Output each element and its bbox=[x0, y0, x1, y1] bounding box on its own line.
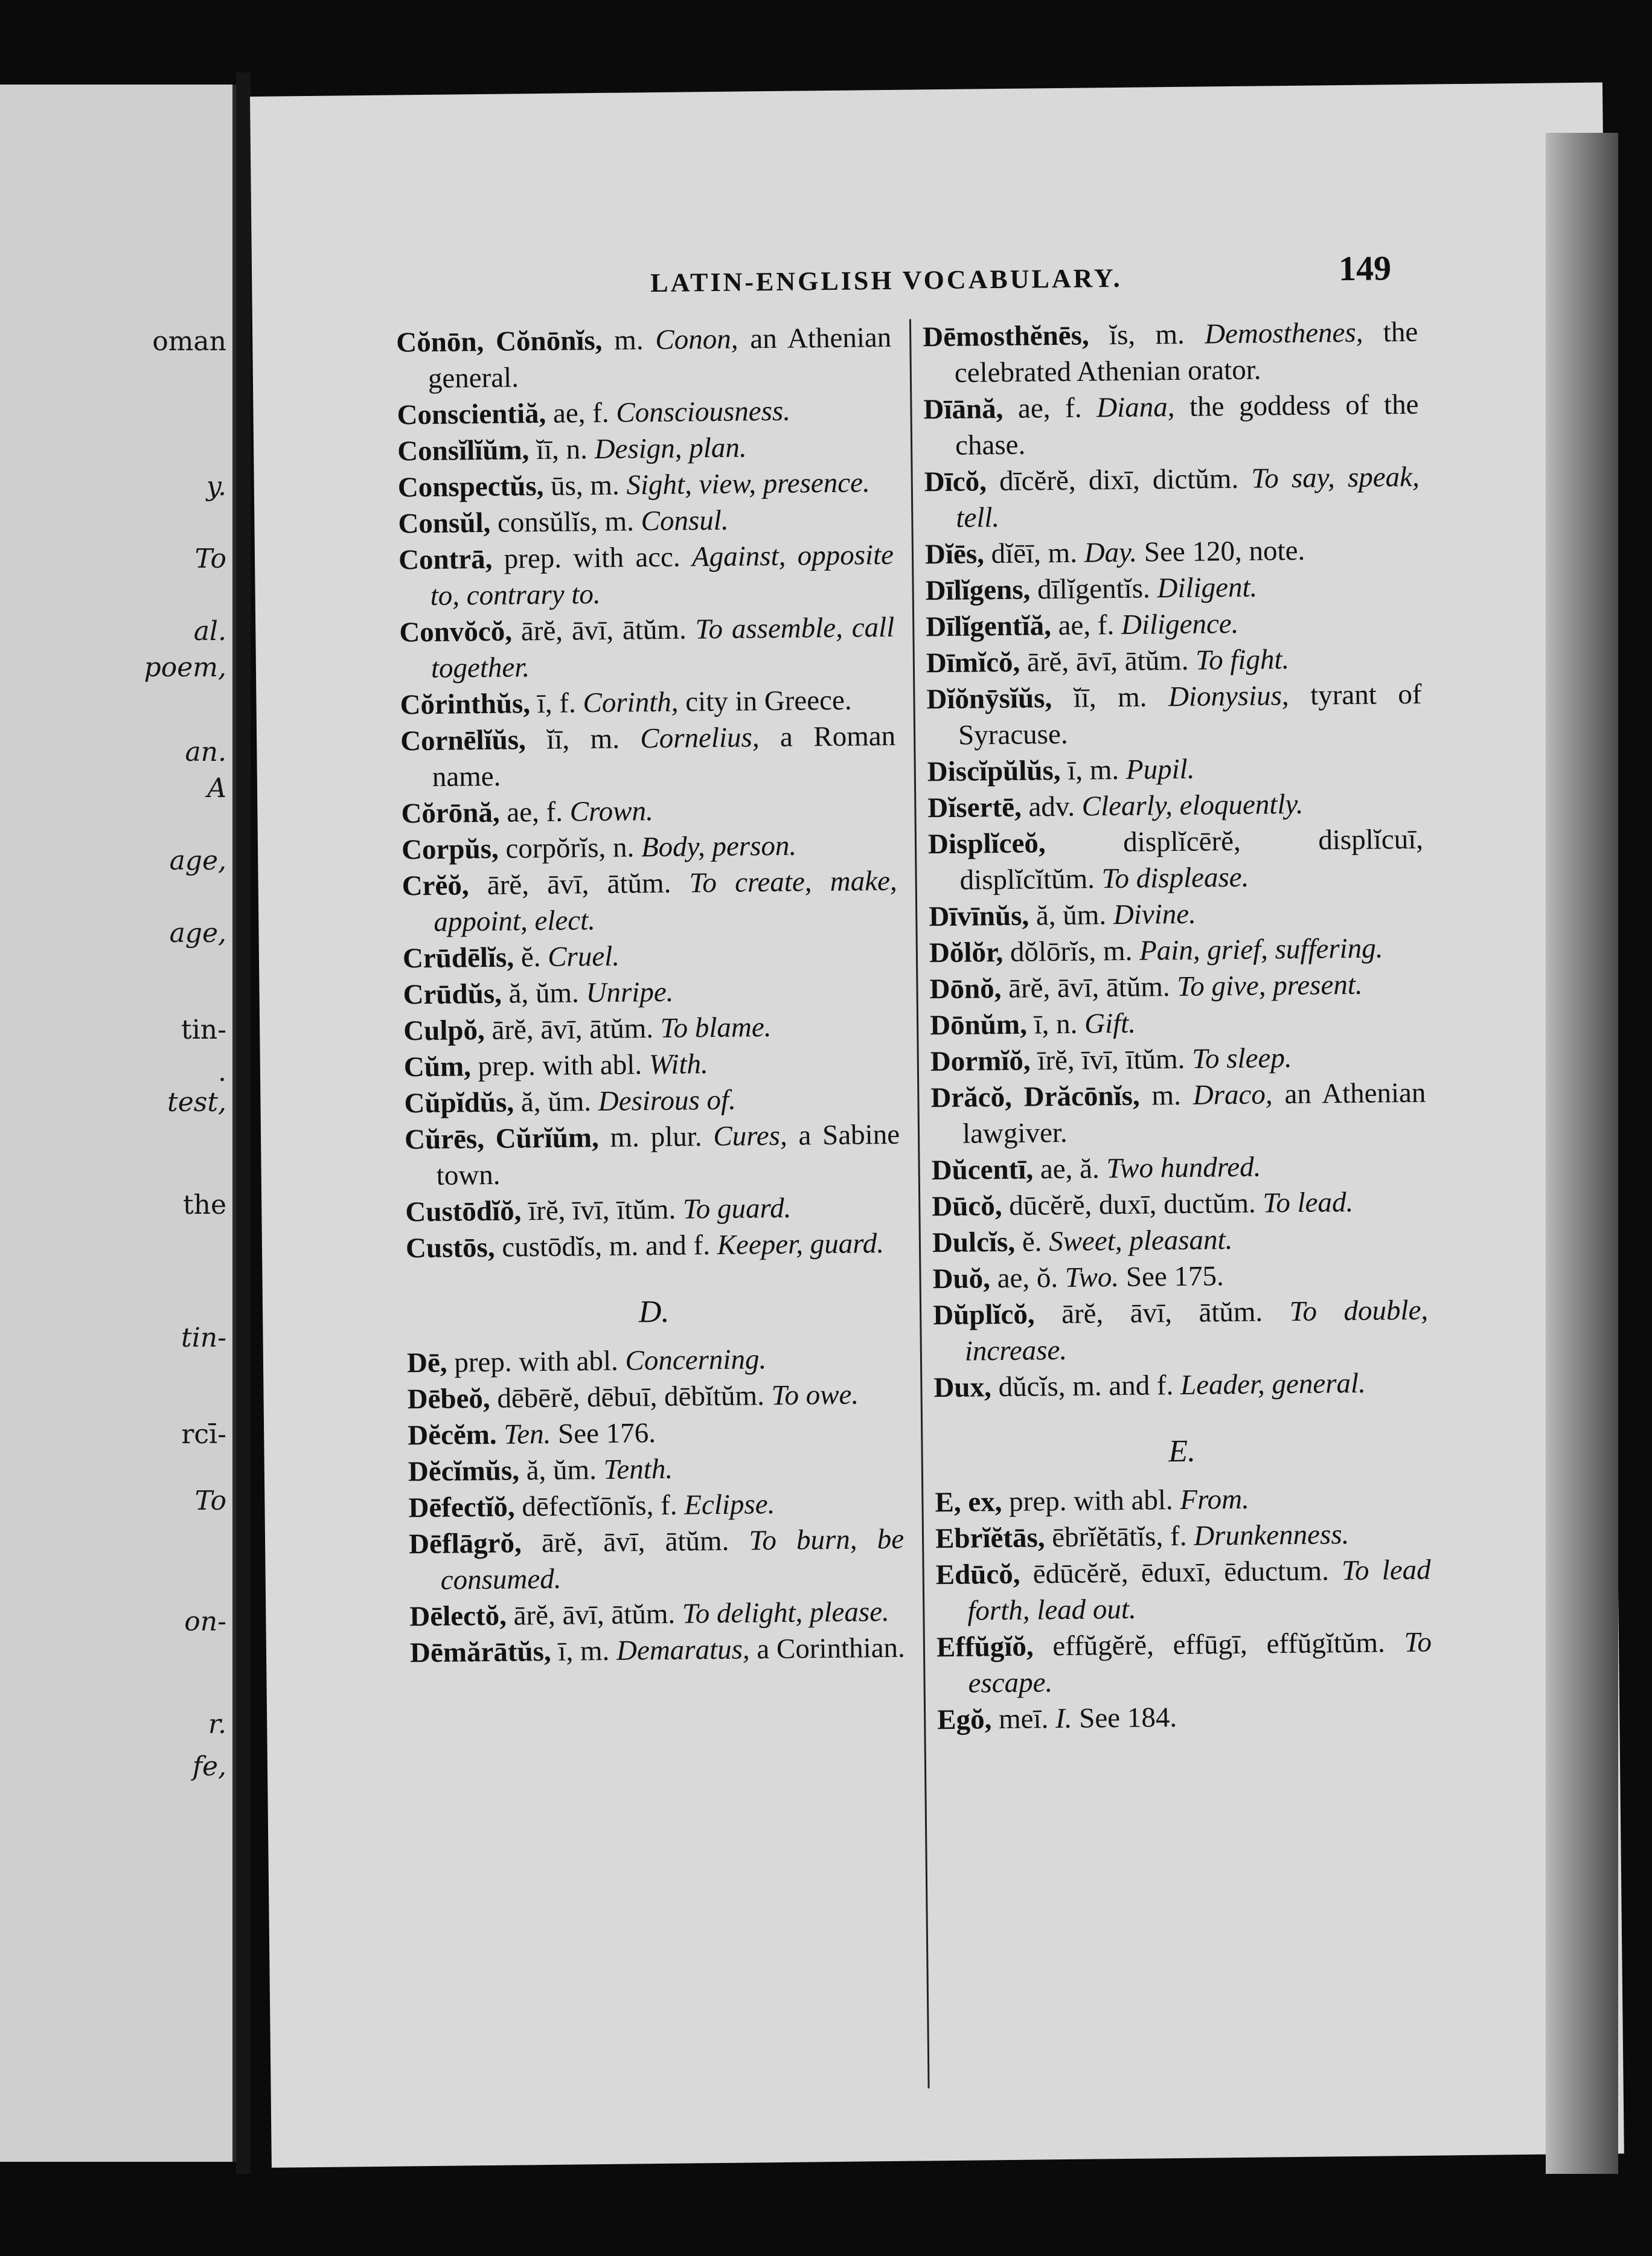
entry-headword: Dĭŏnȳsĭŭs, bbox=[926, 682, 1052, 716]
entry-definition: Cures, bbox=[713, 1120, 787, 1153]
entry-headword: Dōnŏ, bbox=[929, 973, 1002, 1005]
page-number: 149 bbox=[1338, 248, 1392, 289]
vocabulary-entry bbox=[932, 1184, 1427, 1225]
entry-headword: Duŏ, bbox=[932, 1263, 991, 1295]
vocabulary-entry bbox=[402, 863, 897, 941]
vocabulary-entry bbox=[926, 604, 1421, 646]
cut-off-text-fragment: poem, bbox=[144, 652, 226, 683]
entry-headword: Dulcĭs, bbox=[932, 1226, 1016, 1259]
entry-headword: Cŭpĭdŭs, bbox=[404, 1086, 514, 1120]
entry-grammar: consŭlĭs, m. bbox=[490, 505, 641, 539]
entry-grammar: ārĕ, āvī, ātŭm. bbox=[1034, 1296, 1290, 1330]
entry-definition: Ten. bbox=[504, 1418, 551, 1450]
entry-definition: Diana, bbox=[1096, 391, 1175, 424]
entry-headword: Cŏrinthŭs, bbox=[400, 688, 531, 721]
entry-definition: To create, make, appoint, elect. bbox=[434, 865, 897, 938]
entry-grammar: ī, n. bbox=[1026, 1008, 1085, 1040]
vocabulary-entry bbox=[409, 1521, 904, 1599]
vocabulary-entry bbox=[410, 1630, 906, 1671]
vocabulary-entry bbox=[403, 935, 898, 977]
entry-headword: Dĕcĕm. bbox=[407, 1418, 497, 1452]
entry-definition: Two hundred. bbox=[1106, 1151, 1261, 1185]
entry-headword: Consĭlĭŭm, bbox=[397, 434, 530, 467]
cut-off-text-fragment: test, bbox=[167, 1087, 226, 1118]
vocabulary-entry bbox=[399, 537, 894, 615]
entry-definition: Keeper, guard. bbox=[717, 1228, 885, 1261]
entry-definition: Sweet, pleasant. bbox=[1048, 1224, 1233, 1258]
entry-headword: Dūcŏ, bbox=[932, 1190, 1002, 1223]
entry-definition: To sleep. bbox=[1191, 1042, 1292, 1075]
vocabulary-entry bbox=[397, 392, 892, 434]
entry-grammar: ae, ŏ. bbox=[990, 1261, 1066, 1295]
entry-headword: Convŏcŏ, bbox=[399, 615, 513, 649]
entry-grammar: prep. with abl. bbox=[470, 1049, 650, 1083]
entry-headword: Dōnŭm, bbox=[929, 1008, 1028, 1042]
cut-off-text-fragment: age, bbox=[169, 918, 226, 949]
entry-grammar: corpŏrĭs, n. bbox=[498, 832, 642, 865]
vocabulary-entry bbox=[935, 1516, 1431, 1557]
entry-grammar: prep. with abl. bbox=[447, 1345, 626, 1379]
entry-headword: Contrā, bbox=[398, 543, 493, 576]
vocabulary-entry bbox=[397, 428, 893, 470]
entry-headword: Dēmosthĕnēs, bbox=[922, 319, 1089, 353]
entry-definition: Body, person. bbox=[641, 830, 797, 864]
entry-grammar: ae, f. bbox=[1003, 392, 1097, 425]
cut-off-text-fragment: al. bbox=[193, 616, 226, 647]
entry-headword: Consŭl, bbox=[398, 507, 491, 540]
entry-definition: Dionysius, bbox=[1168, 680, 1289, 713]
entry-grammar: ēbrĭĕtātĭs, f. bbox=[1045, 1520, 1194, 1554]
entry-headword: Dŭplĭcŏ, bbox=[932, 1298, 1035, 1331]
vocabulary-entry bbox=[405, 1189, 901, 1231]
entry-grammar: ēdūcĕrĕ, ēduxī, ēductum. bbox=[1020, 1555, 1342, 1590]
entry-headword: Conspectŭs, bbox=[397, 470, 544, 504]
entry-grammar: effŭgĕrĕ, effūgī, effŭgĭtŭm. bbox=[1033, 1627, 1404, 1662]
vocabulary-entry bbox=[931, 1147, 1427, 1189]
entry-headword: Dĕcĭmŭs, bbox=[408, 1455, 520, 1488]
entry-headword: Cornēlĭŭs, bbox=[400, 724, 527, 757]
entry-definition: Desirous of. bbox=[598, 1084, 737, 1118]
vocabulary-entry bbox=[407, 1340, 903, 1382]
entry-grammar: īrĕ, īvī, ītŭm. bbox=[521, 1193, 684, 1227]
entry-grammar: custōdĭs, m. and f. bbox=[495, 1229, 717, 1263]
cut-off-text-fragment: y. bbox=[206, 471, 226, 502]
entry-definition: To escape. bbox=[968, 1626, 1432, 1699]
entry-headword: Dormĭŏ, bbox=[930, 1045, 1031, 1078]
entry-definition: To burn, be consumed. bbox=[440, 1523, 904, 1596]
vocabulary-entry bbox=[408, 1449, 904, 1490]
vocabulary-entry bbox=[937, 1697, 1433, 1738]
vocabulary-entry bbox=[396, 319, 892, 397]
entry-headword: Crĕŏ, bbox=[402, 870, 469, 902]
entry-headword: Cŭrēs, Cŭrĭŭm, bbox=[404, 1122, 600, 1156]
cut-off-text-fragment: an. bbox=[185, 737, 226, 767]
cut-off-text-fragment: rcī- bbox=[181, 1419, 226, 1450]
entry-definition: Design, plan. bbox=[594, 432, 747, 466]
entry-note: See 176. bbox=[551, 1417, 656, 1450]
entry-note: city in Greece. bbox=[678, 684, 852, 718]
entry-definition: Pain, grief, suffering. bbox=[1139, 932, 1383, 967]
vocabulary-entry bbox=[408, 1412, 903, 1454]
entry-headword: Crūdŭs, bbox=[403, 978, 502, 1011]
entry-note: the celebrated Athenian orator. bbox=[954, 316, 1418, 389]
vocabulary-entry bbox=[405, 1117, 900, 1194]
vocabulary-entry bbox=[929, 966, 1425, 1008]
vocabulary-entry bbox=[927, 785, 1423, 827]
vocabulary-entry bbox=[925, 568, 1421, 609]
cut-off-text-fragment: fe, bbox=[192, 1751, 226, 1782]
entry-grammar: ĕ. bbox=[1014, 1226, 1049, 1258]
entry-note: See 120, note. bbox=[1136, 534, 1305, 568]
vocabulary-entry bbox=[401, 790, 897, 832]
page-edge-shadow bbox=[1546, 133, 1618, 2174]
entry-definition: Drunkenness. bbox=[1193, 1519, 1349, 1552]
entry-grammar: ūs, m. bbox=[543, 469, 627, 502]
entry-definition: To blame. bbox=[660, 1011, 772, 1044]
entry-headword: Cŏnōn, Cŏnōnĭs, bbox=[396, 324, 603, 359]
entry-definition: Sight, view, presence. bbox=[626, 467, 871, 501]
entry-definition: Unripe. bbox=[586, 976, 674, 1009]
vocabulary-entry bbox=[403, 1008, 899, 1049]
vocabulary-entry bbox=[398, 501, 894, 542]
entry-grammar: m. plur. bbox=[598, 1121, 714, 1154]
entry-definition: To owe. bbox=[771, 1379, 859, 1412]
entry-definition: Cruel. bbox=[547, 940, 620, 973]
cut-off-text-fragment: r. bbox=[208, 1709, 226, 1740]
vocabulary-entry bbox=[936, 1624, 1432, 1702]
entry-headword: Culpŏ, bbox=[403, 1014, 485, 1047]
entry-note: a Corinthian. bbox=[749, 1632, 906, 1665]
entry-grammar: ae, f. bbox=[499, 796, 571, 828]
entry-grammar: dŭcĭs, m. and f. bbox=[991, 1369, 1181, 1403]
entry-definition: Leader, general. bbox=[1180, 1367, 1366, 1401]
entry-grammar: adv. bbox=[1021, 790, 1083, 823]
entry-definition: Conon, bbox=[655, 323, 738, 356]
entry-grammar: ă, ŭm. bbox=[1028, 899, 1114, 932]
entry-headword: Dē, bbox=[406, 1347, 447, 1379]
vocabulary-entry bbox=[933, 1292, 1429, 1370]
entry-definition: Two. bbox=[1065, 1261, 1119, 1293]
entry-grammar: ī, m. bbox=[1060, 754, 1127, 787]
entry-headword: Egŏ, bbox=[936, 1703, 992, 1736]
cut-off-text-fragment: oman bbox=[152, 326, 226, 357]
entry-grammar: prep. with acc. bbox=[492, 541, 693, 575]
entry-grammar: ae, f. bbox=[1051, 609, 1122, 642]
vocabulary-entry bbox=[408, 1485, 904, 1527]
entry-headword: Dīlĭgens, bbox=[925, 574, 1031, 607]
entry-headword: Dux, bbox=[933, 1371, 992, 1404]
vocabulary-entry bbox=[932, 1220, 1428, 1261]
entry-grammar: ārĕ, āvī, ātŭm. bbox=[1019, 644, 1196, 678]
vocabulary-entry bbox=[399, 609, 895, 687]
cut-off-text-fragment: tin- bbox=[181, 1014, 226, 1045]
entry-definition: Corinth, bbox=[583, 686, 679, 719]
entry-grammar: ae, ă. bbox=[1032, 1153, 1107, 1185]
vocabulary-entry bbox=[930, 1002, 1426, 1044]
cut-off-text-fragment: . bbox=[218, 1057, 226, 1088]
entry-note: an Athenian general. bbox=[427, 321, 892, 394]
vocabulary-entry bbox=[402, 827, 897, 868]
entry-definition: Clearly, eloquently. bbox=[1081, 788, 1304, 822]
entry-note: a Sabine town. bbox=[436, 1118, 900, 1191]
entry-grammar: dĭēī, m. bbox=[984, 537, 1084, 570]
entry-headword: Effŭgĭŏ, bbox=[936, 1630, 1034, 1664]
section-letter-heading: E. bbox=[1168, 1434, 1196, 1469]
vocabulary-entry bbox=[923, 314, 1418, 392]
cut-off-text-fragment: A bbox=[207, 773, 226, 804]
entry-grammar: ārĕ, āvī, ātŭm. bbox=[469, 867, 690, 902]
vocabulary-entry bbox=[924, 459, 1420, 537]
vocabulary-entry bbox=[927, 749, 1423, 790]
vocabulary-entry bbox=[935, 1552, 1431, 1630]
section-letter-heading: D. bbox=[638, 1294, 670, 1330]
vocabulary-entry bbox=[929, 894, 1424, 935]
entry-headword: Dīlĭgentĭă, bbox=[925, 610, 1052, 643]
vocabulary-entry bbox=[406, 1225, 901, 1267]
entry-note: See 175. bbox=[1118, 1260, 1225, 1293]
entry-headword: Dīmĭcŏ, bbox=[926, 646, 1020, 679]
entry-definition: To displease. bbox=[1101, 861, 1249, 895]
entry-note: the goddess of the chase. bbox=[955, 388, 1419, 461]
vocabulary-entry bbox=[926, 640, 1422, 682]
book-gutter bbox=[236, 72, 251, 2174]
entry-grammar: ă, ŭm. bbox=[519, 1453, 604, 1487]
cut-off-text-fragment: the bbox=[182, 1190, 226, 1220]
entry-headword: Dīvīnŭs, bbox=[929, 900, 1029, 933]
vocabulary-entry bbox=[404, 1044, 900, 1086]
entry-grammar: dīlĭgentĭs. bbox=[1030, 572, 1157, 606]
running-header: LATIN-ENGLISH VOCABULARY. bbox=[650, 263, 1122, 298]
vocabulary-entry bbox=[409, 1594, 905, 1635]
entry-headword: Dĭsertē, bbox=[927, 791, 1022, 824]
entry-grammar: ī, m. bbox=[551, 1635, 617, 1667]
entry-headword: Displĭceŏ, bbox=[927, 827, 1046, 860]
entry-grammar: ārĕ, āvī, ātŭm. bbox=[511, 614, 696, 647]
entry-headword: Dŭcentī, bbox=[931, 1153, 1034, 1187]
entry-grammar: ă, ŭm. bbox=[513, 1086, 599, 1118]
entry-note: an Athenian lawgiver. bbox=[962, 1077, 1426, 1150]
entry-grammar bbox=[496, 1419, 504, 1450]
entry-definition: Crown. bbox=[569, 795, 654, 828]
entry-definition: Cornelius, bbox=[640, 722, 760, 755]
vocabulary-entry bbox=[933, 1365, 1429, 1406]
entry-note: See 184. bbox=[1072, 1702, 1177, 1734]
vocabulary-entry bbox=[403, 972, 898, 1013]
entry-definition: Gift. bbox=[1084, 1007, 1136, 1040]
entry-grammar: ĭī, m. bbox=[1051, 681, 1169, 714]
entry-headword: Dēflāgrŏ, bbox=[408, 1527, 522, 1560]
entry-grammar: ae, f. bbox=[546, 397, 616, 429]
entry-grammar: m. bbox=[1139, 1079, 1193, 1112]
entry-grammar: dūcĕrĕ, duxī, ductŭm. bbox=[1002, 1187, 1263, 1222]
vocabulary-entry bbox=[932, 1256, 1428, 1298]
cut-off-text-fragment: To bbox=[194, 543, 226, 574]
vocabulary-entry bbox=[404, 1080, 900, 1122]
entry-definition: To give, present. bbox=[1177, 969, 1363, 1003]
cut-off-text-fragment: age, bbox=[169, 845, 226, 876]
entry-headword: Edūcŏ, bbox=[935, 1558, 1020, 1591]
entry-definition: Demaratus, bbox=[616, 1633, 750, 1667]
vocabulary-entry bbox=[930, 1039, 1426, 1080]
entry-headword: Dēlectŏ, bbox=[409, 1600, 507, 1633]
entry-headword: Crūdēlĭs, bbox=[402, 941, 514, 975]
left-page-edge bbox=[0, 85, 236, 2162]
entry-headword: Ebrĭĕtās, bbox=[935, 1522, 1045, 1555]
entry-definition: To say, speak, tell. bbox=[956, 461, 1420, 534]
entry-definition: Divine. bbox=[1113, 898, 1197, 931]
cut-off-text-fragment: To bbox=[194, 1485, 226, 1516]
entry-headword: Dīcŏ, bbox=[924, 466, 987, 498]
entry-definition: Concerning. bbox=[625, 1344, 767, 1377]
vocabulary-entry bbox=[397, 464, 893, 506]
entry-headword: E, ex, bbox=[935, 1486, 1002, 1519]
entry-headword: Conscientiă, bbox=[397, 397, 546, 431]
entry-definition: Draco, bbox=[1193, 1078, 1273, 1111]
entry-headword: Cŭm, bbox=[403, 1051, 472, 1083]
entry-grammar: dŏlōrĭs, m. bbox=[1002, 935, 1140, 969]
vocabulary-entry bbox=[407, 1376, 903, 1418]
entry-definition: To guard. bbox=[682, 1192, 792, 1225]
entry-grammar: ĭī, m. bbox=[525, 723, 641, 756]
entry-definition: To fight. bbox=[1195, 644, 1290, 676]
entry-grammar: ĭs, m. bbox=[1089, 318, 1205, 351]
entry-grammar: ī, f. bbox=[530, 687, 583, 720]
entry-grammar: ārĕ, āvī, ātŭm. bbox=[506, 1598, 683, 1632]
entry-definition: With. bbox=[648, 1048, 709, 1081]
entry-headword: Dĭēs, bbox=[924, 538, 985, 571]
cut-off-text-fragment: tin- bbox=[181, 1322, 226, 1353]
entry-headword: Corpŭs, bbox=[401, 833, 499, 866]
entry-definition: Against, opposite to, contrary to. bbox=[430, 539, 894, 612]
vocabulary-entry bbox=[928, 821, 1424, 899]
entry-definition: Demosthenes, bbox=[1204, 316, 1363, 350]
entry-definition: Consul. bbox=[641, 504, 729, 537]
vocabulary-entry bbox=[400, 718, 896, 796]
entry-headword: Dŏlŏr, bbox=[929, 937, 1004, 969]
entry-definition: I. bbox=[1055, 1702, 1072, 1735]
entry-definition: Consciousness. bbox=[616, 395, 791, 429]
entry-grammar: ārĕ, āvī, ātŭm. bbox=[1001, 971, 1177, 1005]
entry-definition: Diligent. bbox=[1157, 571, 1258, 604]
entry-grammar: prep. with abl. bbox=[1002, 1484, 1180, 1518]
entry-definition: Pupil. bbox=[1125, 753, 1195, 786]
entry-grammar: ārĕ, āvī, ātŭm. bbox=[484, 1012, 661, 1046]
entry-headword: Dēbeŏ, bbox=[407, 1382, 490, 1415]
vocabulary-entry bbox=[923, 386, 1419, 464]
entry-grammar: dīcĕrĕ, dixī, dictŭm. bbox=[986, 463, 1252, 498]
entry-grammar: dēfectĭōnĭs, f. bbox=[514, 1489, 685, 1523]
entry-headword: Dīānă, bbox=[923, 393, 1004, 426]
entry-definition: From. bbox=[1180, 1483, 1250, 1516]
entry-headword: Dēmărātŭs, bbox=[409, 1635, 551, 1669]
entry-grammar: ă, ŭm. bbox=[501, 977, 586, 1010]
entry-definition: To assemble, call together. bbox=[431, 611, 895, 684]
entry-grammar: dēbērĕ, dēbuī, dēbĭtŭm. bbox=[490, 1380, 772, 1414]
entry-grammar: īrĕ, īvī, ītŭm. bbox=[1030, 1043, 1193, 1077]
entry-grammar: m. bbox=[602, 324, 656, 356]
entry-headword: Drăcŏ, Drăcōnĭs, bbox=[930, 1080, 1140, 1114]
entry-grammar: ārĕ, āvī, ātŭm. bbox=[521, 1525, 749, 1559]
entry-headword: Cŏrōnă, bbox=[401, 796, 500, 830]
vocabulary-column-left bbox=[396, 319, 905, 1671]
vocabulary-entry bbox=[929, 930, 1425, 972]
entry-grammar: ĕ. bbox=[513, 941, 548, 973]
entry-definition: To delight, please. bbox=[682, 1596, 890, 1630]
entry-grammar: displĭcērĕ, displĭcuī, displĭcĭtŭm. bbox=[959, 823, 1424, 896]
entry-definition: To lead forth, lead out. bbox=[967, 1554, 1431, 1627]
vocabulary-column-right bbox=[923, 314, 1433, 1738]
entry-definition: Day. bbox=[1084, 536, 1138, 569]
entry-definition: Diligence. bbox=[1121, 607, 1239, 641]
vocabulary-entry bbox=[930, 1075, 1426, 1153]
entry-grammar: ĭī, n. bbox=[528, 434, 595, 466]
entry-note: tyrant of Syracuse. bbox=[958, 678, 1422, 751]
vocabulary-entry bbox=[925, 531, 1421, 573]
cut-off-text-fragment: on- bbox=[184, 1606, 226, 1637]
entry-definition: To double, increase. bbox=[964, 1294, 1429, 1367]
entry-headword: Custōs, bbox=[405, 1231, 495, 1264]
entry-headword: Dēfectĭŏ, bbox=[408, 1491, 515, 1524]
entry-headword: Discĭpŭlŭs, bbox=[927, 755, 1061, 788]
entry-note: a Roman name. bbox=[432, 720, 896, 793]
vocabulary-entry bbox=[926, 676, 1422, 754]
entry-definition: Tenth. bbox=[603, 1453, 673, 1485]
vocabulary-entry bbox=[935, 1479, 1430, 1521]
vocabulary-entry bbox=[400, 682, 895, 723]
entry-definition: Eclipse. bbox=[684, 1489, 775, 1521]
right-page bbox=[250, 83, 1624, 2168]
entry-grammar: meī. bbox=[991, 1703, 1056, 1735]
entry-headword: Custōdĭŏ, bbox=[405, 1195, 522, 1228]
entry-definition: To lead. bbox=[1263, 1186, 1354, 1219]
